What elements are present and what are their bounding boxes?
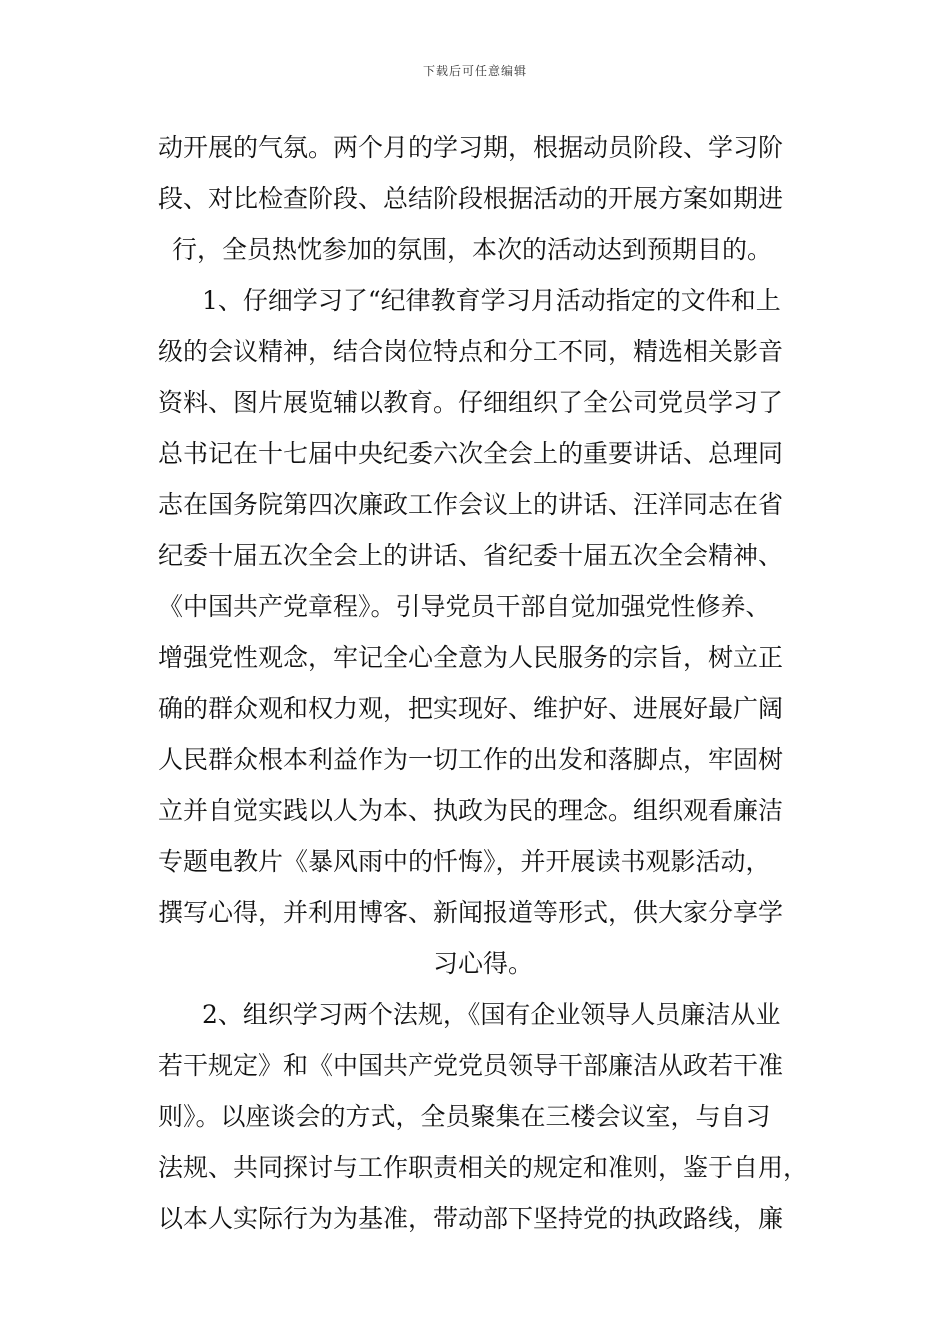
document-body [158, 122, 808, 1244]
text-line: 段、对比检查阶段、总结阶段根据活动的开展方案如期进 [158, 184, 784, 213]
text-line: 法规、共同探讨与工作职责相关的规定和准则，鉴于自用， [158, 1153, 808, 1182]
paragraph-2-start: 2、组织学习两个法规，《国有企业领导人员廉洁从业 [202, 1000, 781, 1029]
text-line: 人民群众根本利益作为一切工作的出发和落脚点，牢固树 [158, 745, 784, 774]
text-line: 以本人实际行为为基准，带动部下坚持党的执政路线，廉 [158, 1204, 784, 1233]
text-line: 立并自觉实践以人为本、执政为民的理念。组织观看廉洁 [158, 796, 784, 825]
page-header-note: 下载后可任意编辑 [422, 64, 527, 78]
paragraph-1-start: 1、仔细学习了“纪律教育学习月活动指定的文件和上 [202, 286, 781, 315]
text-line: 动开展的气氛。两个月的学习期，根据动员阶段、学习阶 [158, 133, 784, 162]
text-line: 资料、图片展览辅以教育。仔细组织了全公司党员学习了 [158, 388, 784, 417]
text-line: 纪委十届五次全会上的讲话、省纪委十届五次全会精神、 [158, 541, 784, 570]
text-line: 志在国务院第四次廉政工作会议上的讲话、汪洋同志在省 [158, 490, 784, 519]
text-line: 撰写心得，并利用博客、新闻报道等形式，供大家分享学 [158, 898, 784, 927]
text-line: 级的会议精神，结合岗位特点和分工不同，精选相关影音 [158, 337, 784, 366]
text-line: 则》。以座谈会的方式，全员聚集在三楼会议室，与自习 [158, 1102, 771, 1131]
text-line: 专题电教片《暴风雨中的忏悔》，并开展读书观影活动， [158, 847, 771, 876]
text-line-centered: 习心得。 [432, 949, 533, 978]
text-line: 若干规定》和《中国共产党党员领导干部廉洁从政若干准 [158, 1051, 784, 1080]
text-line: 《中国共产党章程》。引导党员干部自觉加强党性修养、 [158, 592, 771, 621]
text-line: 增强党性观念，牢记全心全意为人民服务的宗旨，树立正 [158, 643, 784, 672]
text-line: 确的群众观和权力观，把实现好、维护好、进展好最广阔 [158, 694, 784, 723]
text-line: 总书记在十七届中央纪委六次全会上的重要讲话、总理同 [158, 439, 784, 468]
text-line: 行，全员热忱参加的氛围，本次的活动达到预期目的。 [172, 235, 773, 264]
